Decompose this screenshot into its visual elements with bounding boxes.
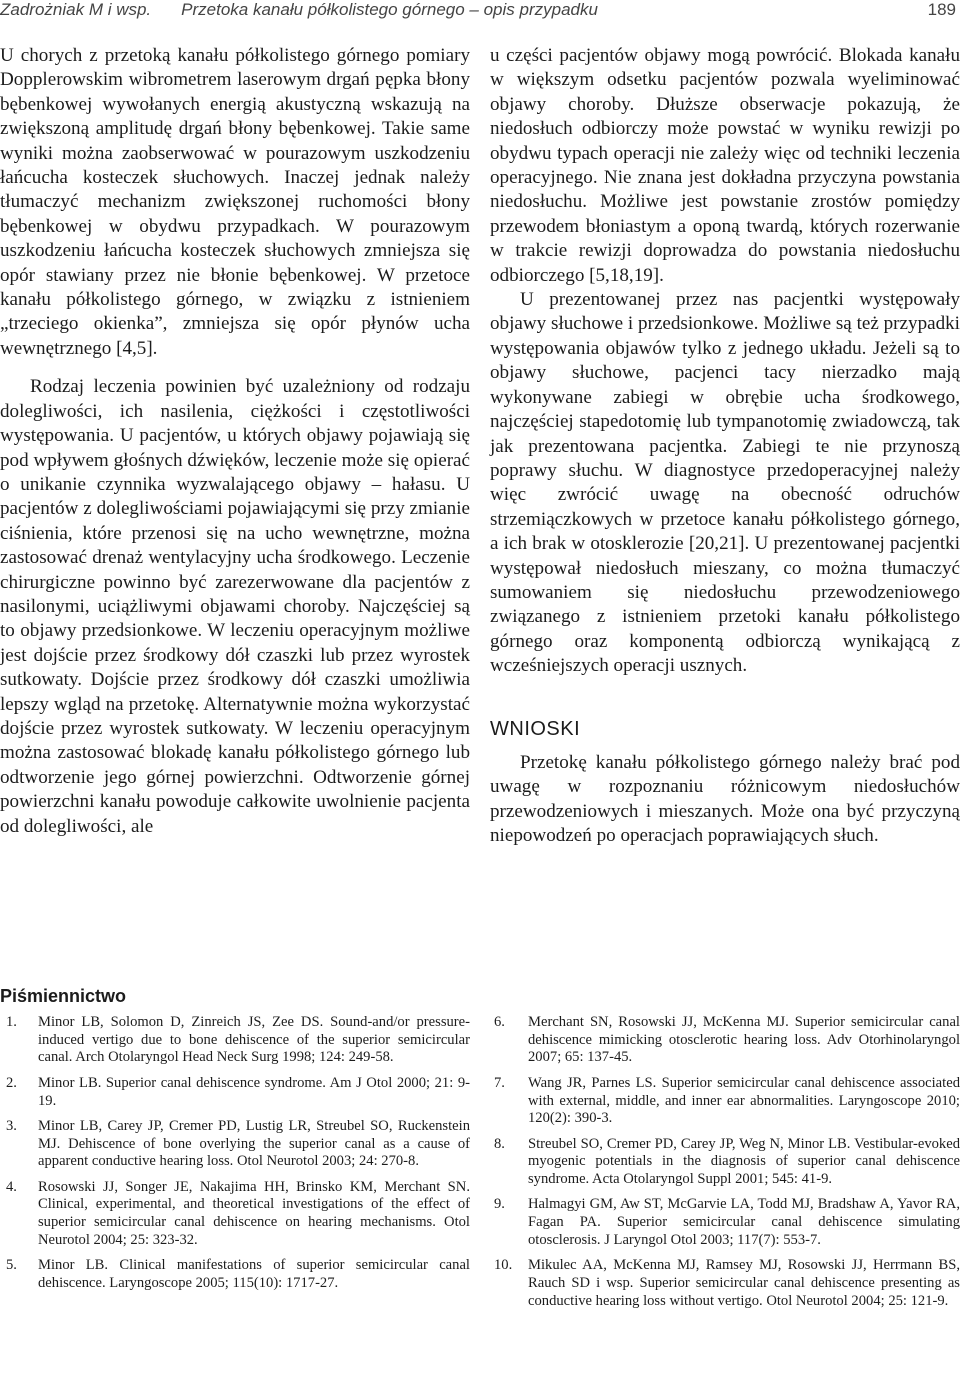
- reference-text: Minor LB. Superior canal dehiscence syndrome. Am J Otol 2000; 21: 9-19.: [38, 1074, 470, 1109]
- reference-item: [490, 1014, 960, 1067]
- header-authors: Zadrożniak M i wsp.: [0, 0, 152, 19]
- reference-text: Merchant SN, Rosowski JJ, McKenna MJ. Superior semicircular canal dehiscence mimicking otosclerotic hearing loss. Adv Otorhinolaryngol 2007; 65: 137-45.: [528, 1014, 960, 1066]
- references-list-right: [490, 1014, 960, 1318]
- reference-item: [0, 1257, 470, 1292]
- reference-number: 4.: [6, 1178, 17, 1195]
- header-left: [0, 0, 598, 20]
- conclusions-heading: WNIOSKI: [490, 717, 581, 740]
- reference-number: 7.: [494, 1074, 505, 1091]
- reference-text: Mikulec AA, McKenna MJ, Ramsey MJ, Rosowski JJ, Herrmann BS, Rauch SD i wsp. Superior semicircular canal dehiscence presenting as conductive hearing loss without vertigo. Otol Neurotol 2004; 25: 121-9.: [528, 1257, 960, 1309]
- reference-text: Minor LB, Carey JP, Cremer PD, Lustig LR, Streubel SO, Ruckenstein MJ. Dehiscence of bone overlying the superior canal as a cause of apparent conductive hearing loss. Otol Neurotol 2003; 24: 270-8.: [38, 1117, 470, 1170]
- reference-number: 8.: [494, 1135, 505, 1152]
- reference-item: [490, 1196, 960, 1249]
- running-header: [0, 0, 960, 26]
- references-list-left: [0, 1014, 470, 1300]
- reference-text: Rosowski JJ, Songer JE, Nakajima HH, Brinsko KM, Merchant SN. Clinical, experimental, and theoretical investigations of the effect of superior semicircular canal dehiscence on hearing mechanisms. Otol Neurotol 2004; 25: 323-32.: [38, 1178, 470, 1248]
- reference-item: [0, 1014, 470, 1067]
- reference-item: [0, 1179, 470, 1250]
- reference-number: 10.: [494, 1257, 513, 1274]
- reference-text: Streubel SO, Cremer PD, Carey JP, Weg N, Minor LB. Vestibular-evoked myogenic potentials in the diagnosis of superior canal dehiscence syndrome. Acta Otolaryngol Suppl 2001; 545: 41-9.: [528, 1135, 960, 1187]
- header-article-title: Przetoka kanału półkolistego górnego – opis przypadku: [181, 0, 598, 19]
- reference-number: 1.: [6, 1014, 17, 1030]
- body-paragraph: U chorych z przetoką kanału półkolistego górnego pomiary Dopplerowskim wibrometrem laserowym drgań pępka błony bębenkowej wywołanych energią akustyczną wskazują na zwiększoną amplitudę drgań błony bębenkowej. Takie same wyniki można zaobserwować w pourazowym uszkodzeniu łańcucha kosteczek słuchowych. Inaczej jednak należy tłumaczyć mechanizm zwiększonej ruchomości błony bębenkowej w obydwu przypadkach. W pourazowym uszkodzeniu łańcucha kosteczek słuchowych zmniejsza się opór stawiany przez nie błonie bębenkowej. W przetoce kanału półkolistego górnego, w związku z istnieniem „trzeciego okienka”, zmniejsza się opór płynów ucha wewnętrznego [4,5].: [0, 45, 470, 359]
- conclusions-paragraph: Przetokę kanału półkolistego górnego należy brać pod uwagę w rozpoznaniu różnicowym niedosłuchów przewodzeniowych i mieszanych. Może ona być przyczyną niepowodzeń po operacjach poprawiających słuch.: [490, 751, 960, 847]
- reference-number: 2.: [6, 1074, 17, 1091]
- body-paragraph: U prezentowanej przez nas pacjentki występowały objawy słuchowe i przedsionkowe. Możliwe są też przypadki występowania objawów tylko z jednego układu. Jeżeli są to objawy słuchowe, pacjenci tacy nierzadko mają wykonywane zabiegi w obrębie ucha środkowego, najczęściej stapedotomię lub tympanotomię zwiadowczą, tak jak prezentowana pacjentka. Zabiegi te nie przynoszą poprawy słuchu. W diagnostyce przedoperacyjnej należy więc zwrócić uwagę na obecność odruchów strzemiączkowych w przetoce kanału półkolistego górnego, a ich brak w otosklerozie [20,21]. U prezentowanej pacjentki występował niedosłuch mieszany, co można tłumaczyć sumowaniem się niedosłuchu przewodzeniowego związanego z istnieniem przetoki kanału półkolistego górnego oraz komponentą odbiorczą wynikającą z wcześniejszych operacji usznych.: [490, 289, 960, 677]
- left-column: [0, 44, 470, 839]
- reference-item: [490, 1075, 960, 1128]
- body-paragraph: u części pacjentów objawy mogą powrócić. Blokada kanału w większym odsetku pacjentów pozwala wyeliminować objawy choroby. Dłuższe obserwacje pokazują, że niedosłuch odbiorczy może powstać w wyniku rewizji po obydwu typach operacji nie zależy więc od techniki leczenia operacyjnego. Nie znana jest dokładna przyczyna powstania niedosłuchu. Możliwe jest powstanie zrostów pomiędzy przewodem błoniastym a oponą twardą, których rozerwanie w trakcie rewizji doprowadza do powstania niedosłuchu odbiorczego [5,18,19].: [490, 45, 960, 286]
- reference-item: [490, 1257, 960, 1310]
- reference-text: Minor LB. Clinical manifestations of superior semicircular canal dehiscence. Laryngoscope 2005; 115(10): 1717-27.: [38, 1257, 470, 1291]
- page-number: 189: [927, 0, 956, 19]
- reference-item: [490, 1136, 960, 1189]
- references-heading: Piśmiennictwo: [0, 986, 127, 1006]
- body-paragraph: Rodzaj leczenia powinien być uzależniony od rodzaju dolegliwości, ich nasilenia, ciężkości i częstotliwości występowania. U pacjentów, u których objawy pojawiają się pod wpływem głośnych dźwięków, leczenie może się opierać o unikanie czynnika wyzwalającego objawy – hałasu. U pacjentów z dolegliwościami pojawiającymi się przy zmianie ciśnienia, które przenosi się na ucho wewnętrzne, można zastosować drenaż wentylacyjny ucha środkowego. Leczenie chirurgiczne powinno być zarezerwowane dla pacjentów z nasilonymi, uciążliwymi objawami choroby. Najczęściej są to objawy przedsionkowe. W leczeniu operacyjnym możliwe jest dojście przez środkowy dół czaszki lub przez wyrostek sutkowaty. Dojście przez środkowy dół czaszki umożliwia lepszy wgląd na przetokę. Alternatywnie można wykorzystać dojście przez wyrostek sutkowaty. W leczeniu operacyjnym można zastosować blokadę kanału półkolistego górnego lub odtworzenie jego górnej powierzchni. Odtworzenie górnej powierzchni kanału powoduje całkowite uwolnienie pacjenta od dolegliwości, ale: [0, 376, 470, 837]
- reference-text: Minor LB, Solomon D, Zinreich JS, Zee DS. Sound-and/or pressure-induced vertigo due to bone dehiscence of the superior semicircular canal. Arch Otolaryngol Head Neck Surg 1998; 124: 249-58.: [38, 1014, 470, 1066]
- reference-text: Wang JR, Parnes LS. Superior semicircular canal dehiscence associated with external, middle, and inner ear abnormalities. Laryngoscope 2010; 120(2): 390-3.: [528, 1074, 960, 1127]
- reference-number: 5.: [6, 1257, 17, 1274]
- reference-number: 6.: [494, 1014, 505, 1030]
- reference-text: Halmagyi GM, Aw ST, McGarvie LA, Todd MJ, Bradshaw A, Yavor RA, Fagan PA. Superior semicircular canal dehiscence simulating otosclerosis. J Laryngol Otol 2003; 117(7): 553-7.: [528, 1196, 960, 1248]
- right-column: [490, 44, 960, 849]
- reference-number: 3.: [6, 1117, 17, 1134]
- reference-item: [0, 1075, 470, 1110]
- reference-item: [0, 1118, 470, 1171]
- reference-number: 9.: [494, 1196, 505, 1213]
